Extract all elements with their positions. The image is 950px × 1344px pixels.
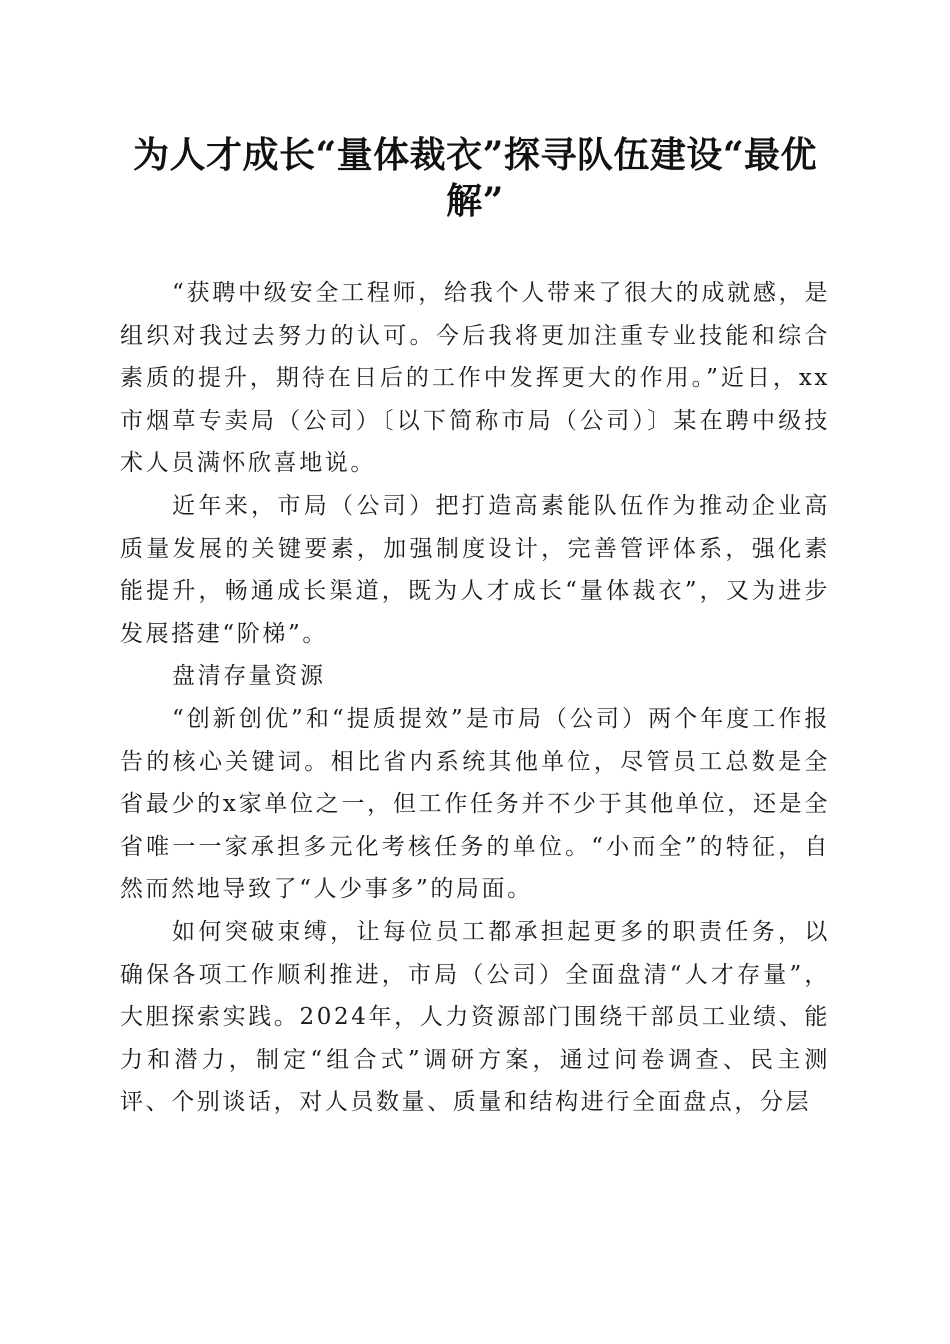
document-title: 为人才成长“量体裁衣”探寻队伍建设“最优解”	[132, 134, 818, 222]
paragraph-3: “创新创优”和“提质提效”是市局（公司）两个年度工作报告的核心关键词。相比省内系统其他单位，尽管员工总数是全省最少的x家单位之一，但工作任务并不少于其他单位，还是全省唯一一家承担多元化考核任务的单位。“小而全”的特征，自然而然地导致了“人少事多”的局面。	[120, 705, 830, 903]
section-heading: 盘清存量资源	[172, 663, 326, 690]
paragraph-4: 如何突破束缚，让每位员工都承担起更多的职责任务，以确保各项工作顺利推进，市局（公司）全面盘清“人才存量”，大胆探索实践。2024年，人力资源部门围绕干部员工业绩、能力和潜力，制定“组合式”调研方案，通过问卷调查、民主测评、个别谈话，对人员数量、质量和结构进行全面盘点，分层	[120, 918, 830, 1116]
document-body	[120, 272, 830, 1124]
paragraph-2: 近年来，市局（公司）把打造高素能队伍作为推动企业高质量发展的关键要素，加强制度设计，完善管评体系，强化素能提升，畅通成长渠道，既为人才成长“量体裁衣”，又为进步发展搭建“阶梯”。	[120, 492, 830, 647]
paragraph-1: “获聘中级安全工程师，给我个人带来了很大的成就感，是组织对我过去努力的认可。今后我将更加注重专业技能和综合素质的提升，期待在日后的工作中发挥更大的作用。”近日，xx市烟草专卖局（公司）〔以下简称市局（公司）〕某在聘中级技术人员满怀欣喜地说。	[120, 280, 830, 477]
